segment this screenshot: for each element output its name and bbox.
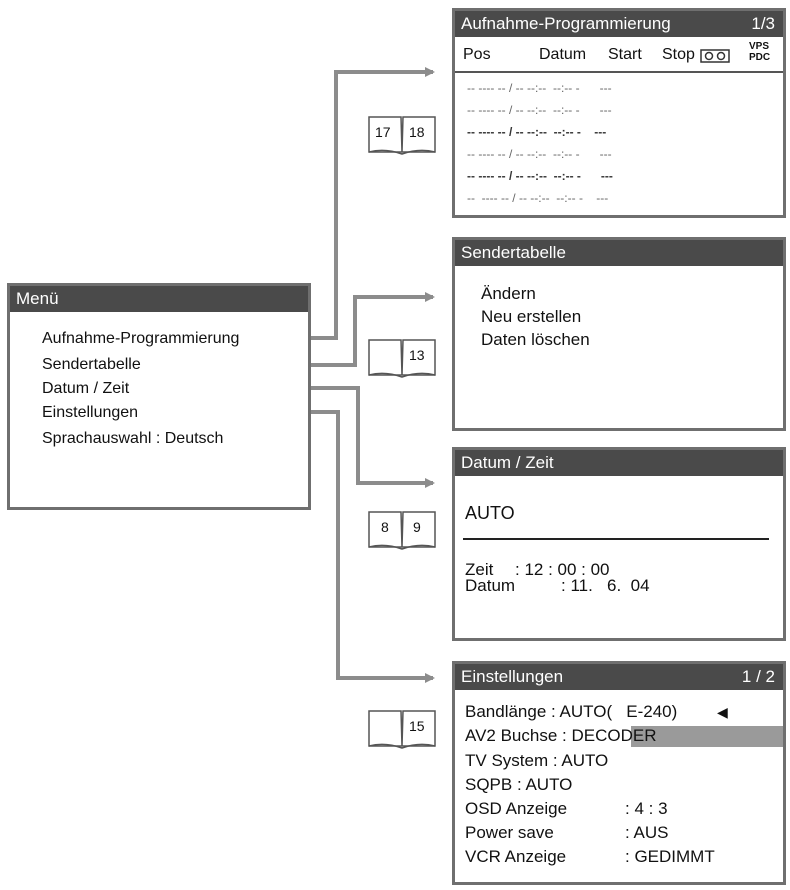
book-icon-aufnahme xyxy=(367,114,437,156)
book-icon-datum xyxy=(367,509,437,551)
book-page-right: 18 xyxy=(409,124,425,140)
aufnahme-title: Aufnahme-Programmierung xyxy=(461,14,671,33)
einstellungen-title: Einstellungen xyxy=(461,667,564,686)
setting-sqpb[interactable]: SQPB : AUTO xyxy=(465,775,573,794)
col-start: Start xyxy=(608,46,642,63)
menu-item-datum-zeit[interactable]: Datum / Zeit xyxy=(42,380,130,397)
col-datum: Datum xyxy=(539,46,587,63)
datum-zeit-mode[interactable]: AUTO xyxy=(465,503,515,523)
setting-bandlaenge[interactable]: Bandlänge : AUTO( E-240) xyxy=(465,702,678,721)
datum-value[interactable]: : 11. 6. 04 xyxy=(561,576,650,595)
timer-row[interactable]: -- ---- -- / -- --:-- --:-- - --- xyxy=(467,103,612,117)
aufnahme-page-indicator: 1/3 xyxy=(751,14,775,33)
menu-item-sprachauswahl[interactable]: Sprachauswahl : Deutsch xyxy=(42,430,224,447)
timer-row[interactable]: -- ---- -- / -- --:-- --:-- - --- xyxy=(467,147,612,161)
einstellungen-page-indicator: 1 / 2 xyxy=(741,667,775,686)
datum-zeit-title: Datum / Zeit xyxy=(461,453,554,472)
setting-osd-value[interactable]: : 4 : 3 xyxy=(625,799,668,818)
book-page-left: 8 xyxy=(381,519,389,535)
zeit-value[interactable]: : 12 : 00 : 00 xyxy=(515,560,610,579)
col-pdc: PDC xyxy=(749,52,771,63)
setting-av2-buchse[interactable]: AV2 Buchse : DECODER xyxy=(465,726,657,745)
setting-power-value[interactable]: : AUS xyxy=(625,823,669,842)
menu-item-sendertabelle[interactable]: Sendertabelle xyxy=(42,356,141,373)
zeit-label: Zeit xyxy=(465,560,494,579)
book-page-right: 9 xyxy=(413,519,421,535)
timer-row[interactable]: -- ---- -- / -- --:-- --:-- - --- xyxy=(467,169,613,183)
timer-row[interactable]: -- ---- -- / -- --:-- --:-- - --- xyxy=(467,125,607,139)
sender-header xyxy=(455,240,783,266)
timer-row[interactable]: -- ---- -- / -- --:-- --:-- - --- xyxy=(467,81,612,95)
menu-header xyxy=(10,286,308,312)
book-page-right: 13 xyxy=(409,347,425,363)
menu-panel xyxy=(7,283,311,510)
col-vps: VPS xyxy=(749,41,770,52)
setting-vcr-label: VCR Anzeige xyxy=(465,847,567,866)
book-icon-einstellungen xyxy=(367,708,437,750)
sender-title: Sendertabelle xyxy=(461,243,566,262)
setting-tv-system[interactable]: TV System : AUTO xyxy=(465,751,609,770)
timer-row[interactable]: -- ---- -- / -- --:-- --:-- - --- xyxy=(467,191,609,205)
sender-panel xyxy=(452,237,786,431)
setting-vcr-value[interactable]: : GEDIMMT xyxy=(625,847,715,866)
datum-label: Datum xyxy=(465,576,516,595)
aufnahme-column-header xyxy=(455,37,783,73)
menu-item-aufnahme[interactable]: Aufnahme-Programmierung xyxy=(42,330,240,347)
sender-item-neu-erstellen[interactable]: Neu erstellen xyxy=(481,307,582,326)
col-pos: Pos xyxy=(463,46,491,63)
cassette-icon xyxy=(700,49,730,63)
book-page-left: 17 xyxy=(375,124,391,140)
menu-title: Menü xyxy=(16,289,59,308)
aufnahme-panel xyxy=(452,8,786,218)
sender-item-aendern[interactable]: Ändern xyxy=(481,284,536,303)
datum-zeit-divider xyxy=(463,538,769,540)
setting-osd-label: OSD Anzeige xyxy=(465,799,568,818)
datum-zeit-panel xyxy=(452,447,786,641)
cursor-arrow-icon: ◀ xyxy=(717,704,728,720)
book-icon-sender xyxy=(367,337,437,379)
setting-power-label: Power save xyxy=(465,823,554,842)
col-stop: Stop xyxy=(662,46,695,63)
datum-zeit-header xyxy=(455,450,783,476)
aufnahme-header xyxy=(455,11,783,37)
sender-item-daten-loeschen[interactable]: Daten löschen xyxy=(481,330,590,349)
menu-item-einstellungen[interactable]: Einstellungen xyxy=(42,404,139,421)
einstellungen-panel xyxy=(452,661,786,885)
book-page-right: 15 xyxy=(409,718,425,734)
einstellungen-header xyxy=(455,664,783,690)
